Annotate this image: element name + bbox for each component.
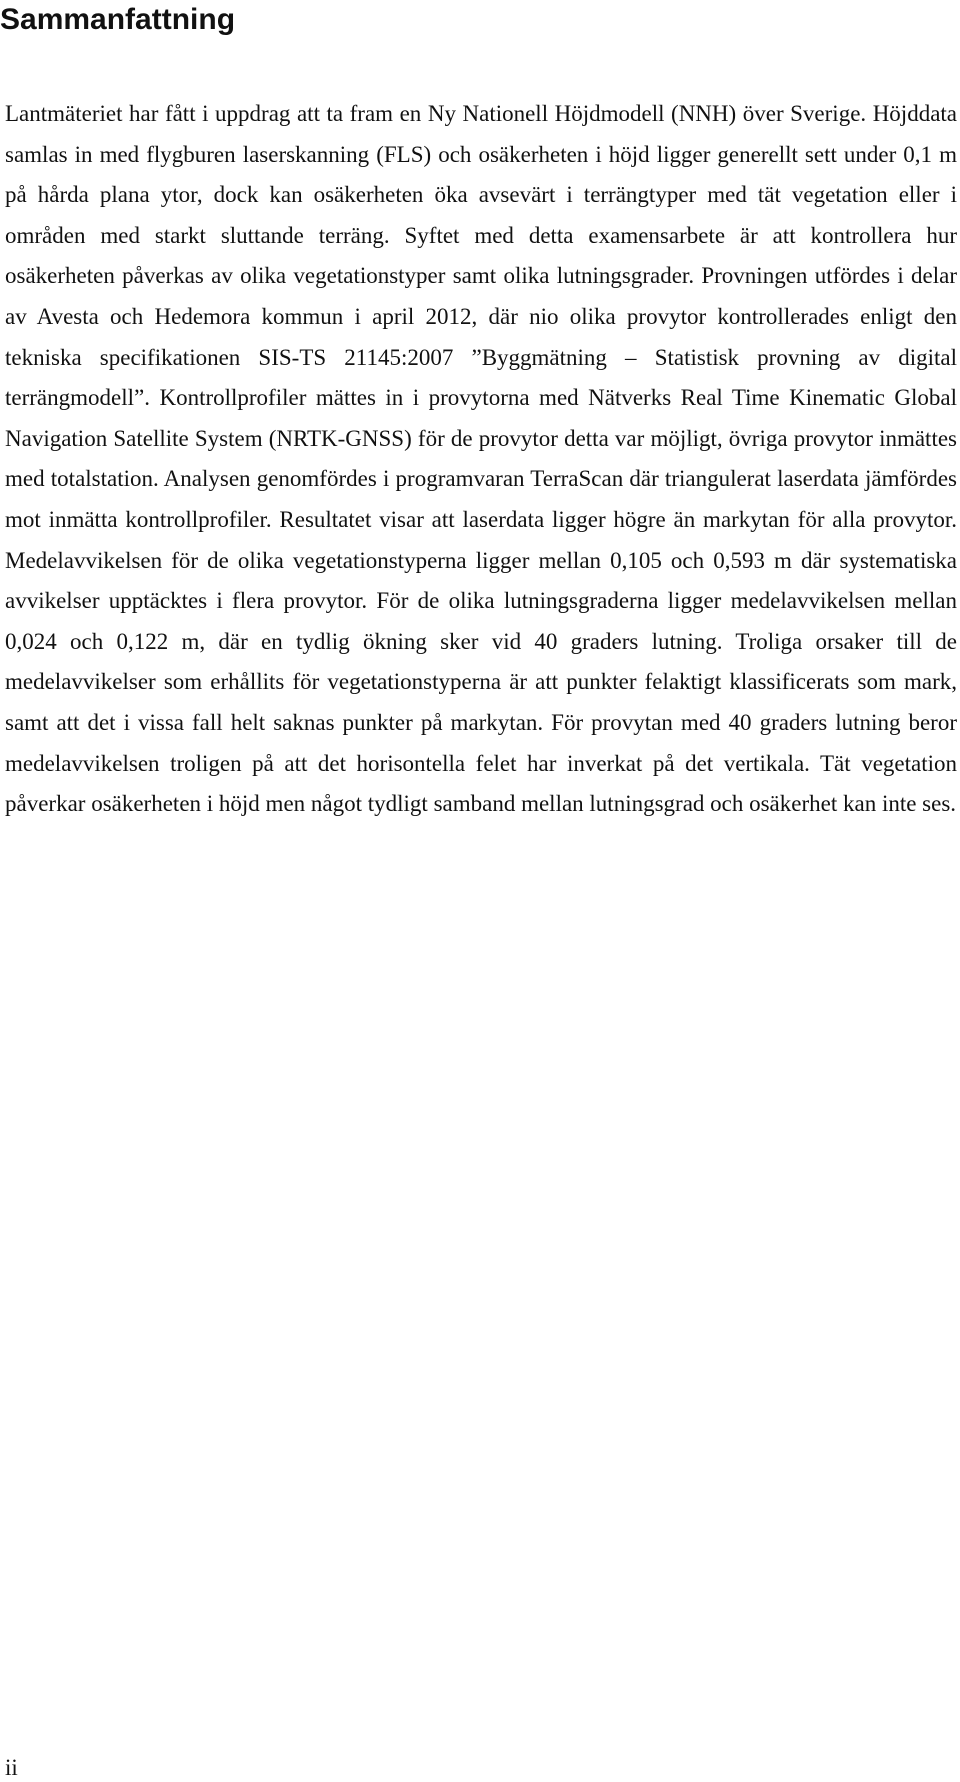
summary-paragraph: Lantmäteriet har fått i uppdrag att ta fram en Ny Nationell Höjdmodell (NNH) över Sverige. Höjddata samlas in med flygburen laserskanning (FLS) och osäkerheten i höjd ligger generellt sett under 0,1 m på hårda plana ytor, dock kan osäkerheten öka avsevärt i terrängtyper med tät vegetation eller i områden med starkt sluttande terräng. Syftet med detta examensarbete är att kontrollera hur osäkerheten påverkas av olika vegetationstyper samt olika lutningsgrader. Provningen utfördes i delar av Avesta och Hedemora kommun i april 2012, där nio olika provytor kontrollerades enligt den tekniska specifikationen SIS-TS 21145:2007 ”Byggmätning – Statistisk provning av digital terrängmodell”. Kontrollprofiler mättes in i provytorna med Nätverks Real Time Kinematic Global Navigation Satellite System (NRTK-GNSS) för de provytor detta var möjligt, övriga provytor inmättes med totalstation. Analysen genomfördes i programvaran TerraScan där triangulerat laserdata jämfördes mot inmätta kontrollprofiler. Resultatet visar att laserdata ligger högre än markytan för alla provytor. Medelavvikelsen för de olika vegetationstyperna ligger mellan 0,105 och 0,593 m där systematiska avvikelser upptäcktes i flera provytor. För de olika lutningsgraderna ligger medelavvikelsen mellan 0,024 och 0,122 m, där en tydlig ökning sker vid 40 graders lutning. Troliga orsaker till de medelavvikelser som erhållits för vegetationstyperna är att punkter felaktigt klassificerats som mark, samt att det i vissa fall helt saknas punkter på markytan. För provytan med 40 graders lutning beror medelavvikelsen troligen på att det horisontella felet har inverkat på det vertikala. Tät vegetation påverkar osäkerheten i höjd men något tydligt samband mellan lutningsgrad och osäkerhet kan inte ses. xyxy=(5,101,957,817)
page-number: ii xyxy=(5,1755,18,1780)
section-heading: Sammanfattning xyxy=(0,3,236,36)
